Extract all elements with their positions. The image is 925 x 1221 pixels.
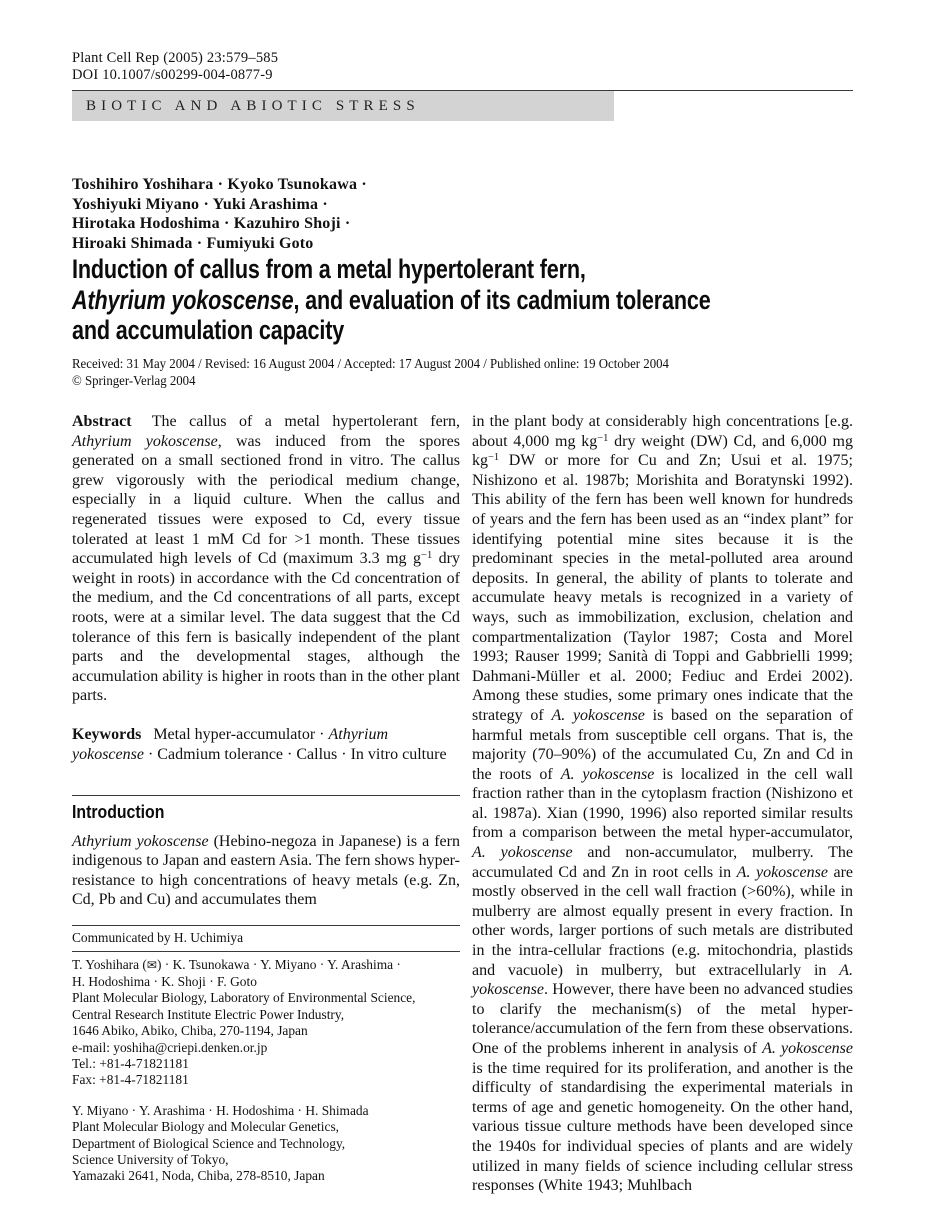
affiliation-line: Plant Molecular Biology and Molecular Genetics, xyxy=(72,1119,340,1135)
text-segment: dry weight in roots) in accordance with the Cd concentration of the medium, and the Cd concentrations of all parts, except roots, were at a similar level. The data suggest that the Cd tolerance of this fern is basically independent of the plant parts and the developmental stages, although the accumulation ability is higher in roots than in the other plant parts. xyxy=(72,550,461,705)
article-title xyxy=(72,254,856,346)
introduction-paragraph-left xyxy=(72,832,460,910)
footnote-divider-top xyxy=(72,925,460,926)
communicated-by-line: Communicated by H. Uchimiya xyxy=(72,930,244,946)
text-segment: (Hebino-negoza in Japanese) is a fern indigenous to Japan and eastern Asia. The fern shows hyper-resistance to high concentrations of heavy metals (e.g. Zn, Cd, Pb and Cu) and accumulates them xyxy=(72,832,460,909)
title-line-3 xyxy=(72,315,856,346)
text-segment: −1 xyxy=(488,452,500,464)
text-segment: , was induced from the spores generated on a small sectioned frond in vitro. The callus grew vigorously with the periodical medium change, especially in a liquid culture. When the callus and regenerated tissues were exposed to Cd, every tissue tolerated at least 1 mM Cd for >1 month. These tissues accumulated high levels of Cd (maximum 3.3 mg g xyxy=(72,432,460,568)
received-dates-line: Received: 31 May 2004 / Revised: 16 August 2004 / Accepted: 17 August 2004 / Published online: 19 October 2004 xyxy=(72,356,669,371)
keywords-line xyxy=(72,725,460,764)
text-segment: is the time required for its proliferation, and another is the difficulty of standardising the experimental materials in terms of age and genetic homogeneity. On the other hand, various tissue culture methods have been developed since the 1940s for individual species of plants and are widely utilized in many fields of science including cellular stress responses (White 1943; Muhlbach xyxy=(472,1059,853,1195)
text-segment: A. yokoscense xyxy=(551,706,645,724)
affiliation-line: Y. Miyano · Y. Arashima · H. Hodoshima · H. Shimada xyxy=(72,1102,369,1118)
text-segment: is based on the separation of harmful metals from susceptible cell organs. That is, the majority (70–90%) of the accumulated Cu, Zn and Cd in the roots of xyxy=(472,706,853,783)
introduction-heading: Introduction xyxy=(72,802,165,823)
affiliation-line: Science University of Tokyo, xyxy=(72,1151,229,1167)
envelope-icon: ✉ xyxy=(146,958,157,973)
text-segment: A. yokoscense xyxy=(736,863,828,881)
title-line-1 xyxy=(72,254,856,285)
text-segment: A. yokoscense xyxy=(472,844,573,862)
text-segment: A. yokoscense xyxy=(560,765,655,783)
doi-line: DOI 10.1007/s00299-004-0877-9 xyxy=(72,67,273,83)
author-list xyxy=(72,175,367,253)
text-segment: Metal hyper-accumulator · xyxy=(141,725,329,743)
text-segment: Induction of callus from a metal hypertolerant fern, xyxy=(72,254,586,284)
footnote-divider-bottom xyxy=(72,951,460,952)
text-segment: A. yokoscense xyxy=(762,1040,854,1057)
text-segment: is localized in the cell wall fraction rather than in the cytoplasm fraction (Nishizono et al. 1987a). Xian (1990, 1996) also reported similar results from a comparison between the metal hyper-accumulator, xyxy=(472,765,854,842)
affiliation-line: Tel.: +81-4-71821181 xyxy=(72,1055,189,1071)
copyright-line: © Springer-Verlag 2004 xyxy=(72,373,196,388)
affiliation-block-1 xyxy=(72,957,460,1088)
text-segment: · Cadmium tolerance · Callus · In vitro culture xyxy=(143,745,447,763)
affiliation-1-lines xyxy=(72,974,460,1089)
text-segment: in the plant body at considerably high concentrations [e.g. about 4,000 mg kg xyxy=(472,413,853,450)
text-segment: dry weight (DW) Cd, and 6,000 mg kg xyxy=(472,432,853,470)
section-banner: BIOTIC AND ABIOTIC STRESS xyxy=(72,91,614,121)
affiliation-line: e-mail: yoshiha@criepi.denken.or.jp xyxy=(72,1039,268,1055)
left-column xyxy=(72,412,460,1185)
affiliation-line: Central Research Institute Electric Power Industry, xyxy=(72,1006,345,1022)
text-segment: T. Yoshihara ( xyxy=(72,957,147,973)
author-line: Toshihiro Yoshihara · Kyoko Tsunokawa · xyxy=(72,176,367,193)
author-line: Hiroaki Shimada · Fumiyuki Goto xyxy=(72,234,314,252)
text-segment: Athyrium yokoscense xyxy=(72,432,218,450)
text-segment: ) · K. Tsunokawa · Y. Miyano · Y. Arashima · xyxy=(156,957,401,973)
affiliation-line: H. Hodoshima · K. Shoji · F. Goto xyxy=(72,973,257,989)
author-line: Hirotaka Hodoshima · Kazuhiro Shoji · xyxy=(72,215,351,232)
title-line-2 xyxy=(72,285,856,316)
affiliation-line: Plant Molecular Biology, Laboratory of Environmental Science, xyxy=(72,990,416,1006)
affiliation-line: Fax: +81-4-71821181 xyxy=(72,1072,189,1088)
text-segment: −1 xyxy=(421,550,433,562)
text-segment: A. yokoscense xyxy=(472,961,853,999)
text-segment: −1 xyxy=(597,432,609,444)
text-segment: Abstract xyxy=(72,413,132,430)
text-segment: Athyrium yokoscense xyxy=(72,284,294,315)
text-segment: DW or more for Cu and Zn; Usui et al. 1975; Nishizono et al. 1987b; Morishita and Boratynski 1992). This ability of the fern has been well known for hundreds of years and the fern has been used as an “index plant” for identifying potential mine sites because it is the predominant species in the metal-polluted area around deposits. In general, the ability of plants to tolerate and accumulate heavy metals is recognized in a variety of ways, such as immobilization, exclusion, chelation and compartmentalization (Taylor 1987; Costa and Morel 1993; Rauser 1999; Sanità di Toppi and Gabbrielli 1999; Dahmani-Müller et al. 2000; Fediuc and Erdei 2002). Among these studies, some primary ones indicate that the strategy of xyxy=(472,452,853,724)
affiliation-line: Department of Biological Science and Technology, xyxy=(72,1135,346,1151)
introduction-divider xyxy=(72,795,460,796)
text-segment: and non-accumulator, mulberry. The accumulated Cd and Zn in root cells in xyxy=(472,844,853,881)
affiliation-block-2 xyxy=(72,1103,460,1185)
text-segment: Athyrium yokoscense xyxy=(72,832,209,850)
affiliation-line: Yamazaki 2641, Noda, Chiba, 278-8510, Japan xyxy=(72,1168,325,1184)
right-column xyxy=(472,412,853,1196)
affiliation-1-authors xyxy=(72,957,460,973)
text-segment: , and evaluation of its cadmium tolerance xyxy=(293,284,711,315)
journal-reference: Plant Cell Rep (2005) 23:579–585 xyxy=(72,50,279,66)
text-segment: The callus of a metal hypertolerant fern, xyxy=(131,413,460,430)
author-line: Yoshiyuki Miyano · Yuki Arashima · xyxy=(72,195,328,213)
text-segment: are mostly observed in the cell wall fraction (>60%), while in mulberry are almost equally present in every fraction. In other words, larger portions of such metals are distributed in the intra-cellular fractions (e.g. mitochondria, plastids and vacuole) in mulberry, but extracellularly in xyxy=(472,863,854,979)
text-segment: . However, there have been no advanced studies to clarify the mechanism(s) of the metal hyper-tolerance/accumulation of the fern from these observations. One of the problems inherent in analysis of xyxy=(472,981,853,1057)
text-segment: Keywords xyxy=(72,725,142,743)
introduction-paragraph-right xyxy=(472,412,853,1196)
affiliation-line: 1646 Abiko, Abiko, Chiba, 270-1194, Japan xyxy=(72,1023,308,1039)
abstract-paragraph xyxy=(72,412,460,706)
text-segment: and accumulation capacity xyxy=(72,315,345,345)
text-segment: Athyrium yokoscense xyxy=(72,725,389,763)
